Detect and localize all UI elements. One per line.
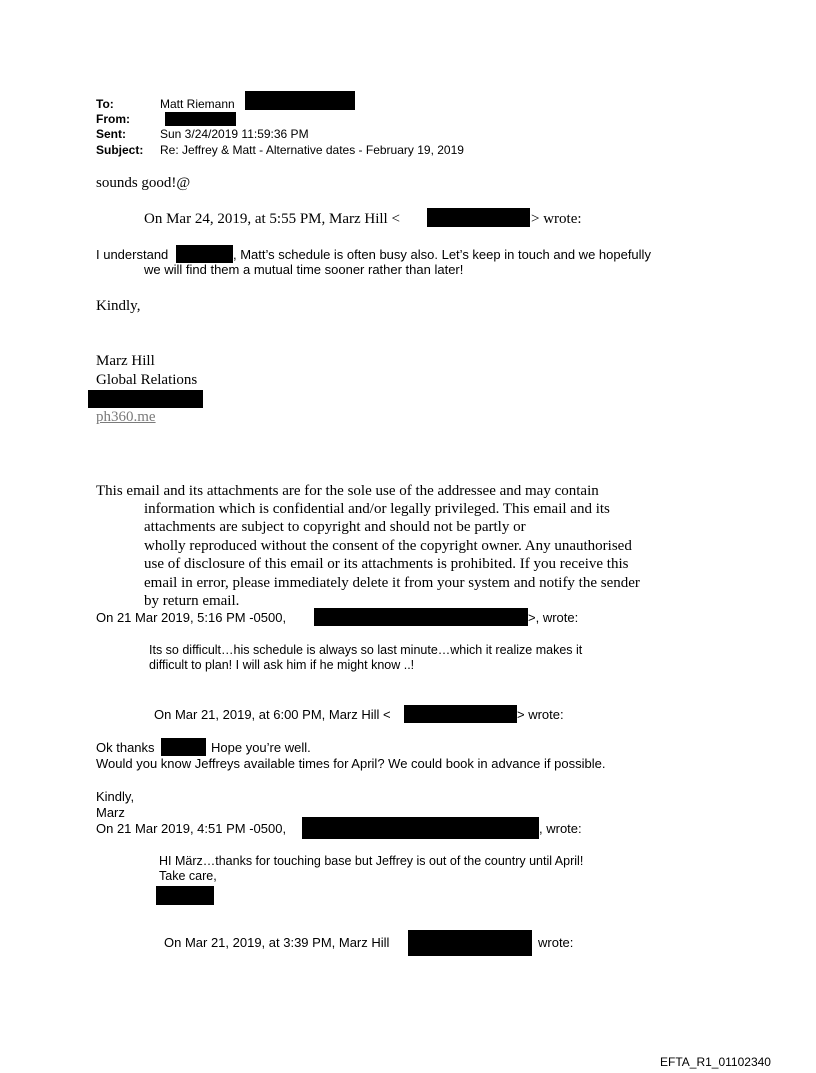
quote4-intro: On 21 Mar 2019, 4:51 PM -0500,: [96, 821, 287, 836]
disclaimer-line: by return email.: [144, 593, 240, 609]
redaction-box: [245, 91, 355, 110]
quote3-line1-a: Ok thanks: [96, 740, 155, 755]
signature-name: Marz Hill: [96, 353, 155, 369]
disclaimer-line: This email and its attachments are for the sole use of the addressee and may contain: [96, 483, 599, 499]
redaction-box: [427, 208, 530, 227]
from-label: From:: [96, 112, 130, 126]
subject-value: Re: Jeffrey & Matt - Alternative dates - February 19, 2019: [160, 143, 464, 157]
to-label: To:: [96, 97, 114, 111]
signature-closing: Kindly,: [96, 298, 141, 314]
quote3-intro: On Mar 21, 2019, at 6:00 PM, Marz Hill <: [154, 707, 391, 722]
quote1-line1-a: I understand: [96, 247, 169, 262]
redaction-box: [408, 930, 532, 956]
footer-document-id: EFTA_R1_01102340: [660, 1055, 771, 1069]
redaction-box: [176, 245, 233, 263]
quote1-line1-b: , Matt’s schedule is often busy also. Let’s keep in touch and we hopefully: [233, 247, 651, 262]
sent-label: Sent:: [96, 127, 126, 141]
quote4-line2: Take care,: [159, 869, 217, 883]
subject-label: Subject:: [96, 143, 144, 157]
quote2-line2: difficult to plan! I will ask him if he might know ..!: [149, 658, 415, 672]
redaction-box: [161, 738, 206, 756]
to-value: Matt Riemann: [160, 97, 235, 111]
redaction-box: [404, 705, 517, 723]
quote2-intro: On 21 Mar 2019, 5:16 PM -0500,: [96, 610, 287, 625]
signature-title: Global Relations: [96, 372, 198, 388]
quote4-line1: HI März…thanks for touching base but Jeffrey is out of the country until April!: [159, 854, 584, 868]
quote3-closing: Kindly,: [96, 789, 135, 804]
quote3-line1-b: Hope you’re well.: [211, 740, 311, 755]
redaction-box: [156, 886, 214, 905]
reply-body: sounds good!@: [96, 175, 191, 191]
disclaimer-line: information which is confidential and/or legally privileged. This email and its: [144, 501, 610, 517]
redaction-box: [314, 608, 528, 626]
disclaimer-line: use of disclosure of this email or its attachments is prohibited. If you receive this: [144, 556, 629, 572]
quote2-intro-end: >, wrote:: [528, 610, 579, 625]
quote3-line2: Would you know Jeffreys available times for April? We could book in advance if possible.: [96, 756, 606, 771]
disclaimer-line: attachments are subject to copyright and should not be partly or: [144, 519, 526, 535]
quote1-line2: we will find them a mutual time sooner rather than later!: [144, 262, 464, 277]
disclaimer-line: wholly reproduced without the consent of the copyright owner. Any unauthorised: [144, 538, 632, 554]
quote5-intro: On Mar 21, 2019, at 3:39 PM, Marz Hill: [164, 935, 390, 950]
disclaimer-line: email in error, please immediately delete it from your system and notify the sender: [144, 575, 640, 591]
quote3-intro-end: > wrote:: [517, 707, 564, 722]
redaction-box: [302, 817, 539, 839]
quote2-line1: Its so difficult…his schedule is always so last minute…which it realize makes it: [149, 643, 583, 657]
redaction-box: [88, 390, 203, 408]
quote5-intro-end: wrote:: [538, 935, 574, 950]
website-link[interactable]: ph360.me: [96, 409, 156, 425]
quote1-intro-end: > wrote:: [531, 211, 582, 227]
quote3-name: Marz: [96, 805, 125, 820]
quote1-intro: On Mar 24, 2019, at 5:55 PM, Marz Hill <: [144, 211, 400, 227]
redaction-box: [165, 112, 236, 126]
quote4-intro-end: , wrote:: [539, 821, 582, 836]
sent-value: Sun 3/24/2019 11:59:36 PM: [160, 127, 309, 141]
